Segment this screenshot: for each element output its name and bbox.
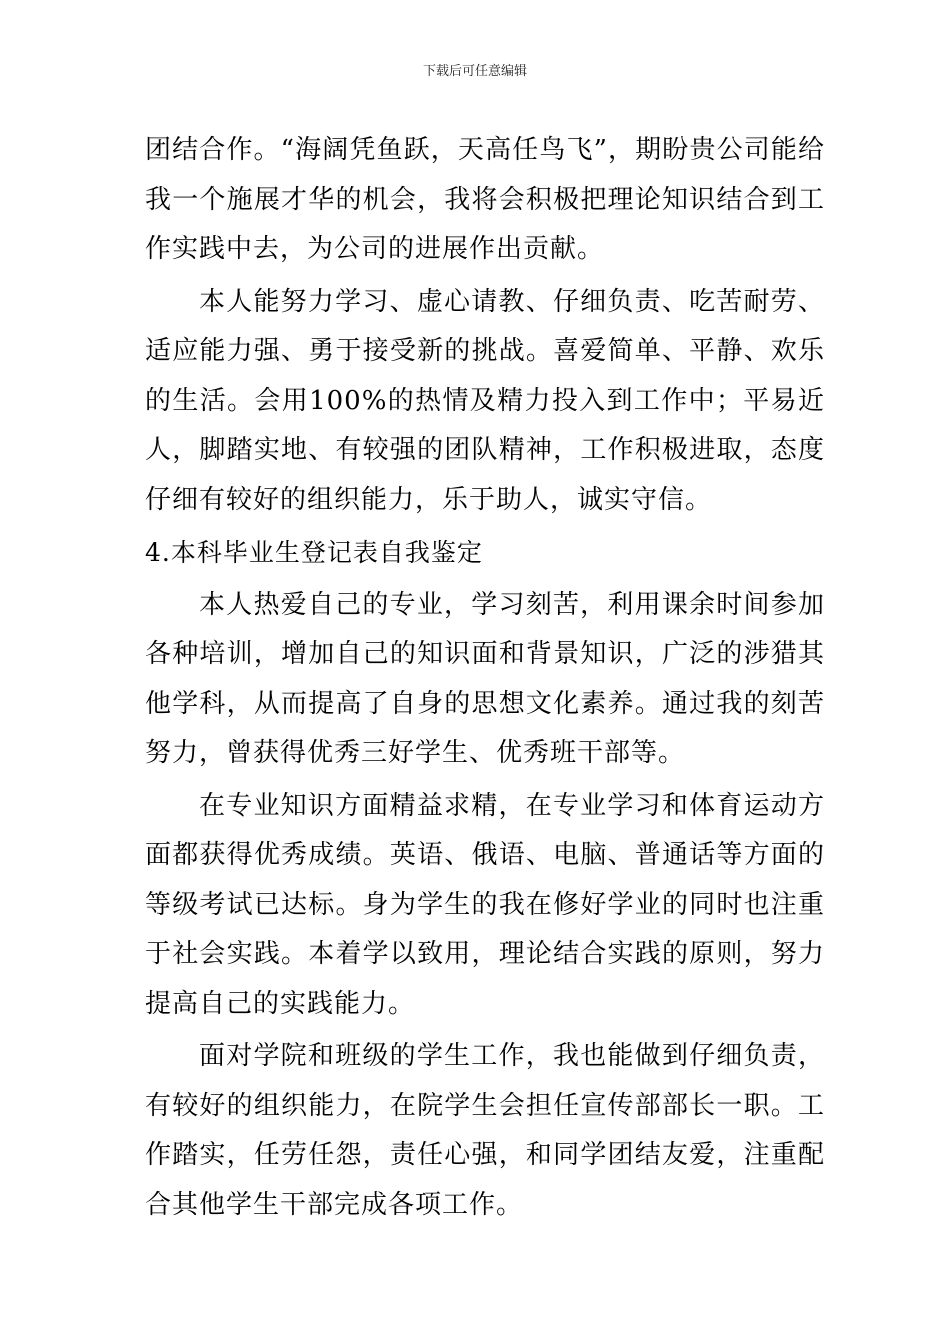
paragraph-professional-knowledge: 在专业知识方面精益求精，在专业学习和体育运动方面都获得优秀成绩。英语、俄语、电脑、普通话等方面的等级考试已达标。身为学生的我在修好学业的同时也注重于社会实践。本着学以致用，理论结合实践的原则，努力提高自己的实践能力。	[145, 790, 825, 1019]
paragraph-continuation: 团结合作。“海阔凭鱼跃，天高任鸟飞”，期盼贵公司能给我一个施展才华的机会，我将会积极把理论知识结合到工作实践中去，为公司的进展作出贡献。	[145, 135, 825, 264]
paragraph-study: 本人热爱自己的专业，学习刻苦，利用课余时间参加各种培训，增加自己的知识面和背景知识，广泛的涉猎其他学科，从而提高了自身的思想文化素养。通过我的刻苦努力，曾获得优秀三好学生、优秀班干部等。	[145, 589, 825, 768]
page-header: 下载后可任意编辑	[422, 64, 527, 79]
paragraph-student-work: 面对学院和班级的学生工作，我也能做到仔细负责，有较好的组织能力，在院学生会担任宣传部部长一职。工作踏实，任劳任怨，责任心强，和同学团结友爱，注重配合其他学生干部完成各项工作。	[145, 1041, 825, 1220]
section-heading: 4.本科毕业生登记表自我鉴定	[145, 538, 483, 567]
document-body	[145, 126, 825, 1233]
paragraph-personal-qualities: 本人能努力学习、虚心请教、仔细负责、吃苦耐劳、适应能力强、勇于接受新的挑战。喜爱简单、平静、欢乐的生活。会用100%的热情及精力投入到工作中；平易近人，脚踏实地、有较强的团队精神，工作积极进取，态度仔细有较好的组织能力，乐于助人，诚实守信。	[145, 286, 825, 515]
